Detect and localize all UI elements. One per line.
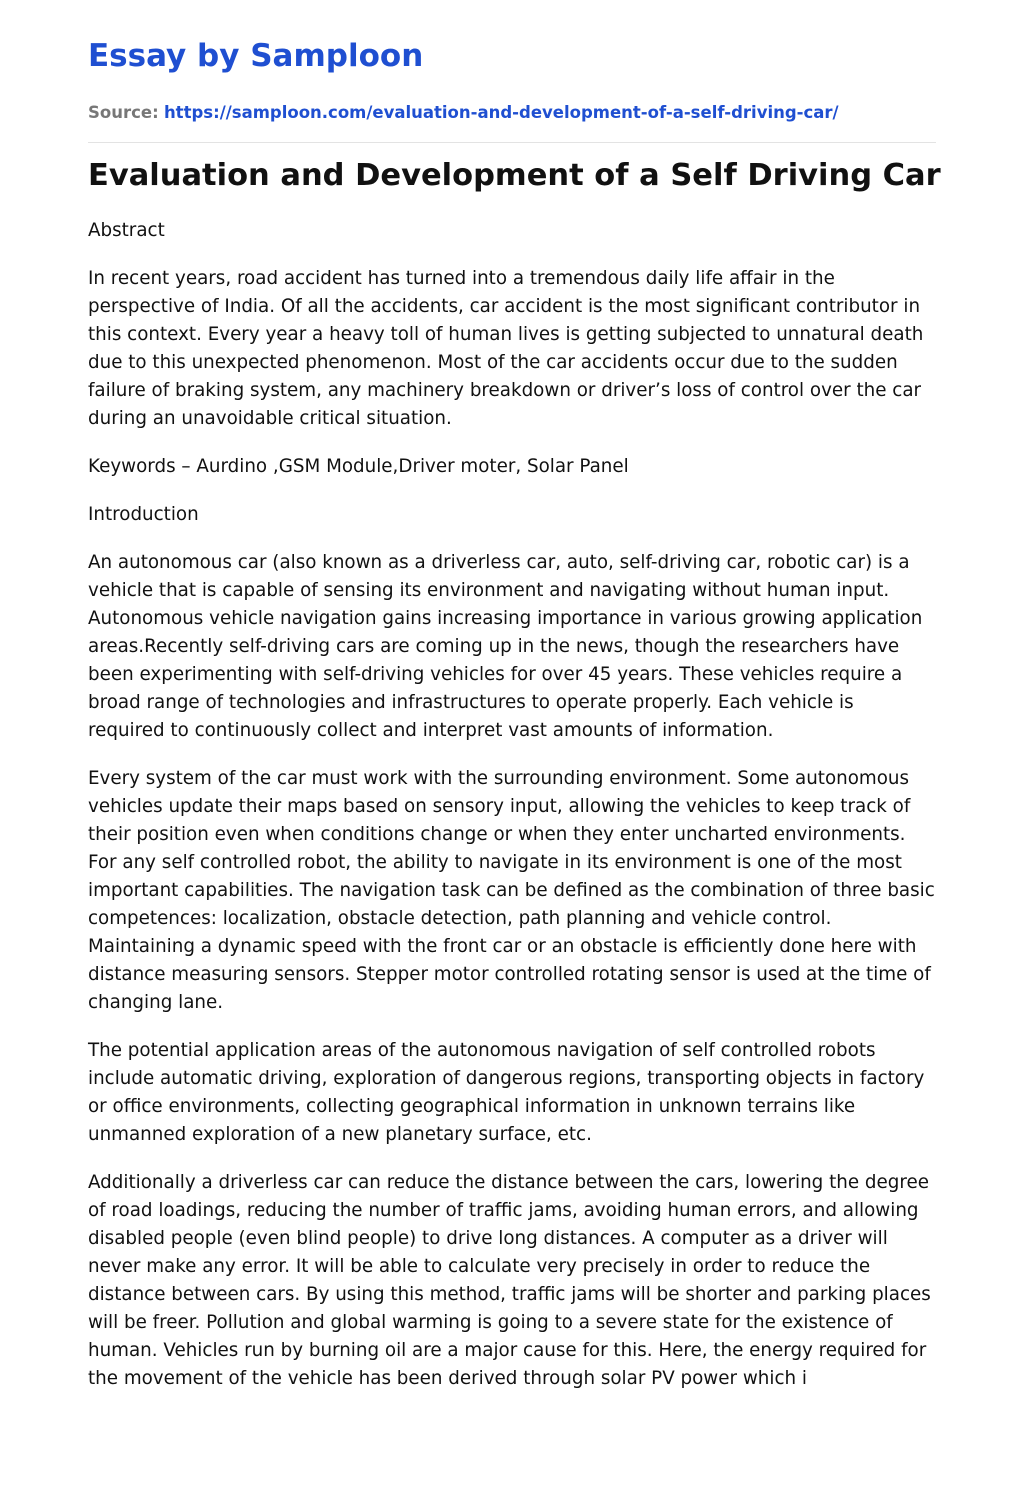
keywords-line: Keywords – Aurdino ,GSM Module,Driver moter, Solar Panel (88, 456, 629, 477)
intro-paragraph-4: Additionally a driverless car can reduce the distance between the cars, lowering the degree of road loadings, reducing the number of traffic jams, avoiding human errors, and allowing disabled people (even blind people) to drive long distances. A computer as a driver will never make any error. It will be able to calculate very precisely in order to reduce the distance between cars. By using this method, traffic jams will be shorter and parking places will be freer. Pollution and global warming is going to a severe state for the existence of human. Vehicles run by burning oil are a major cause for this. Here, the energy required for the movement of the vehicle has been derived through solar PV power which i (88, 1172, 931, 1389)
source-line (88, 101, 839, 125)
header-divider (88, 142, 936, 143)
source-link[interactable]: https://samploon.com/evaluation-and-development-of-a-self-driving-car/ (163, 103, 839, 122)
source-label: Source: (88, 103, 159, 122)
intro-paragraph-1: An autonomous car (also known as a driverless car, auto, self-driving car, robotic car) is a vehicle that is capable of sensing its environment and navigating without human input. Autonomous vehicle navigation gains increasing importance in various growing application areas.Recently self-driving cars are coming up in the news, though the researchers have been experimenting with self-driving vehicles for over 45 years. These vehicles require a broad range of technologies and infrastructures to operate properly. Each vehicle is required to continuously collect and interpret vast amounts of information. (88, 552, 923, 741)
brand-title[interactable]: Essay by Samploon (88, 38, 424, 74)
abstract-heading: Abstract (88, 220, 165, 241)
article-body (88, 217, 936, 1413)
abstract-paragraph: In recent years, road accident has turned into a tremendous daily life affair in the perspective of India. Of all the accidents, car accident is the most significant contributor in this context. Every year a heavy toll of human lives is getting subjected to unnatural death due to this unexpected phenomenon. Most of the car accidents occur due to the sudden failure of braking system, any machinery breakdown or driver’s loss of control over the car during an unavoidable critical situation. (88, 268, 924, 429)
introduction-heading: Introduction (88, 504, 199, 525)
article-title: Evaluation and Development of a Self Driving Car (88, 158, 941, 193)
intro-paragraph-2: Every system of the car must work with the surrounding environment. Some autonomous vehicles update their maps based on sensory input, allowing the vehicles to keep track of their position even when conditions change or when they enter uncharted environments. For any self controlled robot, the ability to navigate in its environment is one of the most important capabilities. The navigation task can be defined as the combination of three basic competences: localization, obstacle detection, path planning and vehicle control. Maintaining a dynamic speed with the front car or an obstacle is efficiently done here with distance measuring sensors. Stepper motor controlled rotating sensor is used at the time of changing lane. (88, 768, 935, 1013)
intro-paragraph-3: The potential application areas of the autonomous navigation of self controlled robots include automatic driving, exploration of dangerous regions, transporting objects in factory or office environments, collecting geographical information in unknown terrains like unmanned exploration of a new planetary surface, etc. (88, 1040, 925, 1145)
